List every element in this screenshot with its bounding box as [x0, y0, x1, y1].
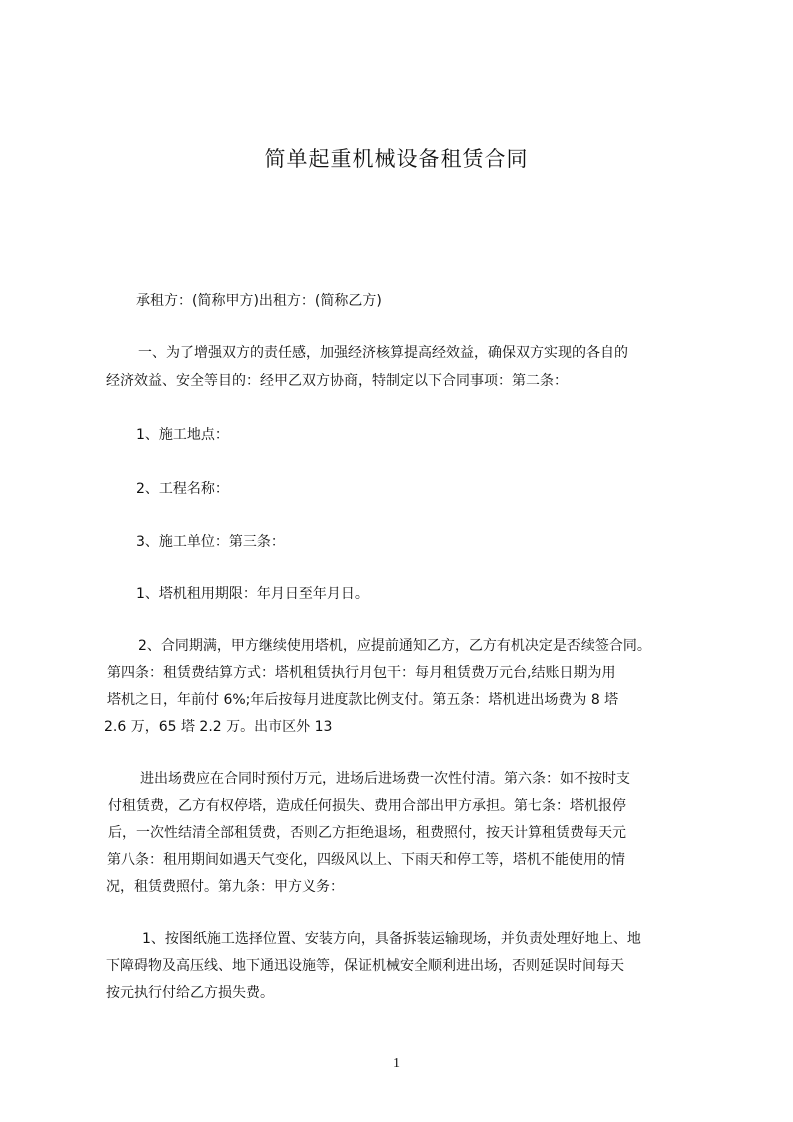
- page-number: 1: [393, 1056, 400, 1071]
- text-line: 经济效益、安全等目的：经甲乙双方协商，特制定以下合同事项：第二条：: [106, 373, 568, 389]
- text-line: 2、合同期满，甲方继续使用塔机，应提前通知乙方，乙方有机决定是否续签合同。: [138, 638, 651, 654]
- text-line: 3、施工单位：第三条：: [136, 534, 285, 550]
- text-line: 2.6 万，65 塔 2.2 万。出市区外 13: [104, 719, 333, 735]
- text-line: 塔机之日，年前付 6%;年后按每月进度款比例支付。第五条：塔机进出场费为 8 塔: [107, 692, 619, 708]
- text-line: 第四条：租赁费结算方式：塔机租赁执行月包干：每月租赁费万元台,结账日期为用: [107, 665, 616, 681]
- text-line: 下障碍物及高压线、地下通迅设施等，保证机械安全顺利进出场，否则延误时间每天: [106, 958, 624, 974]
- text-line: 后，一次性结清全部租赁费，否则乙方拒绝退场，租费照付，按天计算租赁费每天元: [108, 825, 626, 841]
- text-line: 进出场费应在合同时预付万元，进场后进场费一次性付清。第六条：如不按时支: [140, 771, 630, 787]
- text-line: 2、工程名称：: [136, 481, 229, 497]
- text-line: 按元执行付给乙方损失费。: [106, 985, 274, 1001]
- document-title: 简单起重机械设备租赁合同: [264, 147, 529, 171]
- text-line: 承租方：(简称甲方)出租方：(简称乙方): [136, 293, 382, 309]
- text-line: 况，租赁费照付。第九条：甲方义务：: [106, 879, 344, 895]
- text-line: 第八条：租用期间如遇天气变化，四级风以上、下雨天和停工等，塔机不能使用的情: [107, 852, 625, 868]
- text-line: 1、施工地点：: [136, 427, 229, 443]
- text-line: 1、按图纸施工选择位置、安装方向，具备拆装运输现场，并负责处理好地上、地: [142, 931, 641, 947]
- text-line: 付租赁费，乙方有权停塔，造成任何损失、费用合部出甲方承担。第七条：塔机报停: [108, 798, 626, 814]
- text-line: 1、塔机租用期限：年月日至年月日。: [136, 586, 369, 602]
- text-line: 一、为了增强双方的责任感，加强经济核算提高经效益，确保双方实现的各自的: [138, 345, 628, 361]
